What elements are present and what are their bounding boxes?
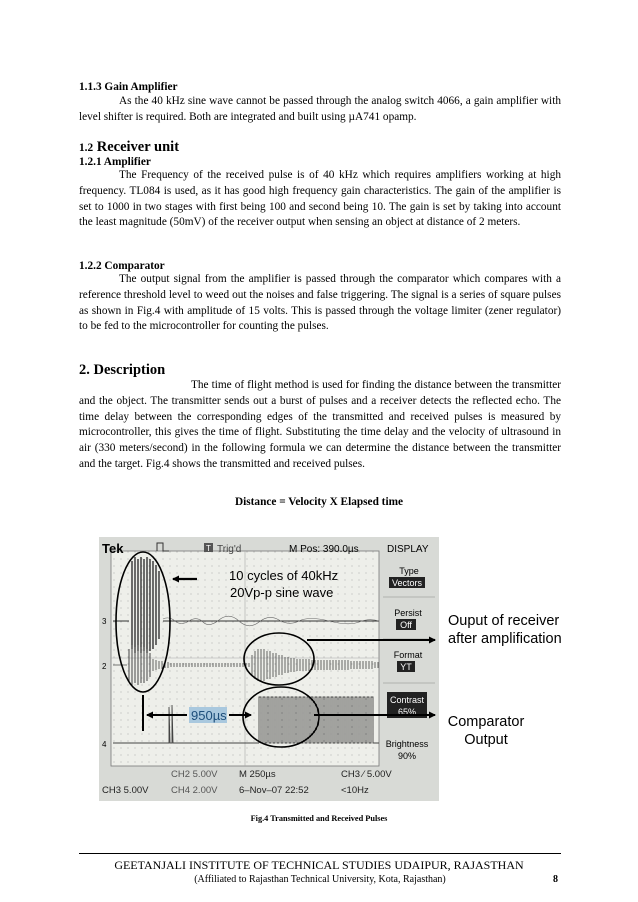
annotation-delay: 950µs bbox=[191, 708, 227, 723]
annotation-tx-line2: 20Vp-p sine wave bbox=[230, 585, 334, 600]
annotation-comparator bbox=[446, 713, 526, 749]
annotation-cmp-line2: Output bbox=[464, 732, 508, 748]
scope-trig-status: Trig'd bbox=[217, 544, 242, 555]
heading-amplifier: 1.2.1 Amplifier bbox=[79, 156, 151, 168]
menu-label-type: Type bbox=[399, 566, 419, 576]
ch4-marker: 4 bbox=[102, 740, 107, 749]
annotation-receiver bbox=[448, 612, 562, 648]
status-freq: <10Hz bbox=[341, 785, 369, 796]
footer-affiliation: (Affiliated to Rajasthan Technical University, Kota, Rajasthan) bbox=[194, 874, 446, 885]
menu-label-brightness: Brightness bbox=[385, 739, 429, 749]
menu-value-persist: Off bbox=[400, 620, 412, 630]
menu-label-contrast: Contrast bbox=[389, 695, 425, 705]
heading-comparator: 1.2.2 Comparator bbox=[79, 260, 165, 272]
status-ch3: CH3 5.00V bbox=[102, 785, 149, 796]
paragraph-description: The time of flight method is used for finding the distance between the transmitter and the object. The transmitter sends out a burst of pulses and a receiver detects the reflected echo. The time delay between the corresponding edges of the transmitted and received pulses is measured by microcontroller, this gives the time of flight. Substituting the time delay and the velocity of ultrasound in air (330 meters/second) in the following formula we can determine the distance between the transmitter and the target. Fig.4 shows the transmitted and received pulses. bbox=[79, 379, 561, 470]
heading-number: 1.2 bbox=[79, 142, 94, 154]
annotation-cmp-line1: Comparator bbox=[447, 714, 525, 730]
page-number: 8 bbox=[553, 874, 558, 885]
footer-divider bbox=[79, 853, 561, 854]
annotation-rx-line2: after amplification bbox=[448, 631, 562, 647]
distance-formula: Distance = Velocity X Elapsed time bbox=[234, 496, 404, 508]
ch3-marker: 3 bbox=[102, 617, 107, 626]
menu-value-contrast: 65% bbox=[397, 707, 417, 717]
menu-label-format: Format bbox=[393, 650, 423, 660]
status-ch4: CH4 2.00V bbox=[171, 785, 218, 796]
menu-value-format: YT bbox=[400, 662, 412, 672]
scope-mpos: M Pos: 390.0µs bbox=[289, 544, 359, 555]
paragraph-comparator: The output signal from the amplifier is passed through the comparator which compares with a reference threshold level to weed out the noises and false triggering. The signal is a series of square pulses as shown in Fig.4 with amplitude of 15 volts. This is passed through the voltage limiter (zener regulator) to be fed to the microcontroller for counting the pulses. bbox=[79, 273, 561, 333]
menu-value-brightness: 90% bbox=[397, 751, 417, 761]
menu-value-type: Vectors bbox=[391, 578, 423, 588]
heading-gain-amplifier: 1.1.3 Gain Amplifier bbox=[79, 81, 178, 93]
footer-institute: GEETANJALI INSTITUTE OF TECHNICAL STUDIES UDAIPUR, RAJASTHAN bbox=[114, 858, 524, 872]
annotation-tx-line1: 10 cycles of 40kHz bbox=[229, 568, 339, 583]
paragraph-gain-amplifier: As the 40 kHz sine wave cannot be passed through the analog switch 4066, a gain amplifier with level shifter is required. Both are integrated and built using µA741 opamp. bbox=[79, 95, 561, 123]
status-date: 6–Nov–07 22:52 bbox=[239, 785, 309, 796]
annotation-rx-line1: Ouput of receiver bbox=[448, 613, 560, 629]
menu-label-persist: Persist bbox=[394, 608, 422, 618]
paragraph-amplifier: The Frequency of the received pulse is of 40 kHz which requires amplifiers working at high frequency. TL084 is used, as it has good high frequency gain characteristics. The gain of the amplifier is set to 1000 in two stages with first being 100 and second being 10. The gain is set by taking into account the least magnitude (50mV) of the receiver output when sensing an object at distance of 2 meters. bbox=[79, 169, 561, 229]
status-time-div: M 250µs bbox=[239, 769, 276, 780]
scope-brand: Tek bbox=[102, 541, 124, 556]
status-ch2: CH2 5.00V bbox=[171, 769, 218, 780]
heading-description: 2. Description bbox=[79, 362, 166, 378]
heading-title: Receiver unit bbox=[96, 139, 180, 155]
oscilloscope-figure bbox=[99, 537, 439, 801]
svg-text:T: T bbox=[206, 544, 211, 553]
status-trigger: CH3 ∕ 5.00V bbox=[341, 769, 392, 780]
ch2-marker: 2 bbox=[102, 662, 107, 671]
figure-caption: Fig.4 Transmitted and Received Pulses bbox=[250, 814, 388, 823]
scope-menu-title: DISPLAY bbox=[387, 544, 429, 555]
